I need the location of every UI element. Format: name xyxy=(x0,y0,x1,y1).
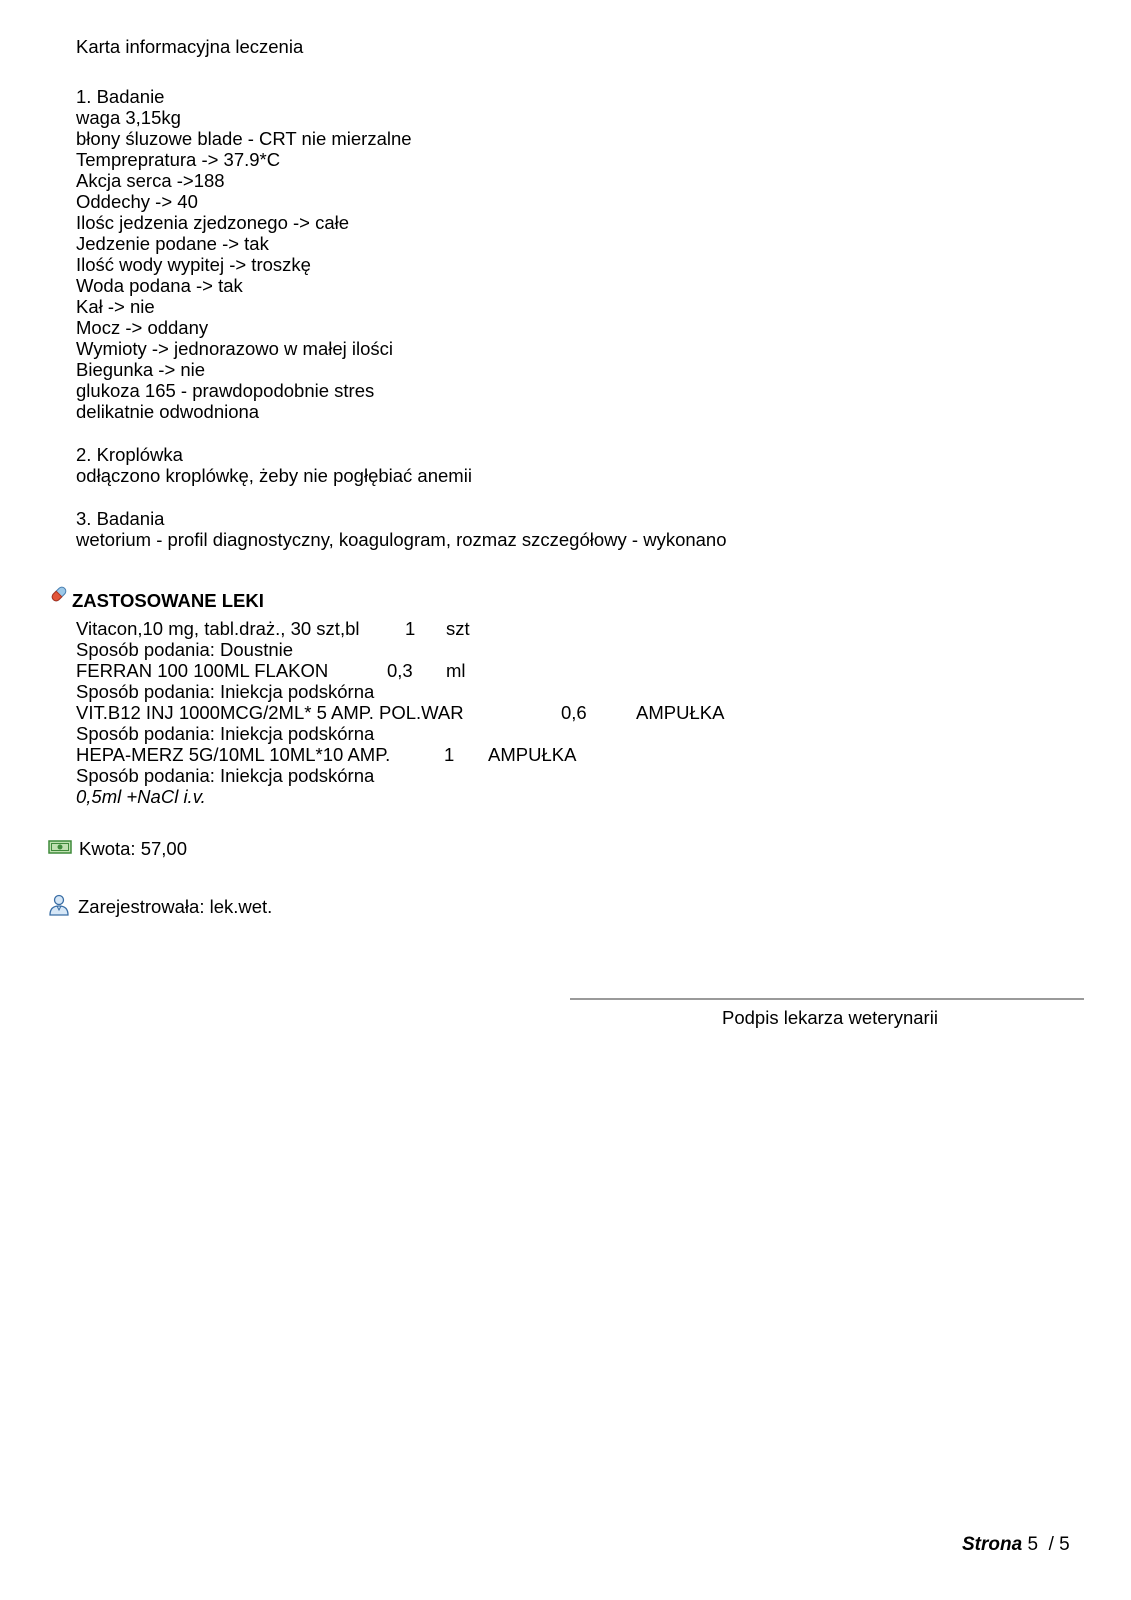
tests-line: wetorium - profil diagnostyczny, koagulogram, rozmaz szczegółowy - wykonano xyxy=(76,529,727,550)
section-3-heading: 3. Badania xyxy=(76,508,165,529)
exam-line: Kał -> nie xyxy=(76,296,155,317)
exam-line: glukoza 165 - prawdopodobnie stres xyxy=(76,380,375,401)
medication-qty: 1 xyxy=(405,618,416,639)
section-2-heading: 2. Kroplówka xyxy=(76,444,183,465)
medication-qty: 0,3 xyxy=(387,660,413,681)
page-number xyxy=(962,1534,1070,1556)
medication-unit: ml xyxy=(446,660,466,681)
medication-note: 0,5ml +NaCl i.v. xyxy=(76,786,206,807)
exam-line: Biegunka -> nie xyxy=(76,359,206,380)
payment-amount: Kwota: 57,00 xyxy=(79,838,187,859)
money-icon xyxy=(48,838,72,854)
medication-name: HEPA-MERZ 5G/10ML 10ML*10 AMP. xyxy=(76,744,391,765)
medication-name: FERRAN 100 100ML FLAKON xyxy=(76,660,329,681)
registered-by: Zarejestrowała: lek.wet. xyxy=(78,896,273,917)
pill-icon xyxy=(48,583,70,605)
medication-unit: szt xyxy=(446,618,470,639)
signature-line xyxy=(570,998,1084,1000)
medications-title: ZASTOSOWANE LEKI xyxy=(72,590,264,611)
exam-line: błony śluzowe blade - CRT nie mierzalne xyxy=(76,128,412,149)
exam-line: Akcja serca ->188 xyxy=(76,170,225,191)
signature-label: Podpis lekarza weterynarii xyxy=(722,1007,938,1028)
exam-line: Woda podana -> tak xyxy=(76,275,243,296)
page-word: Strona xyxy=(962,1534,1023,1555)
medication-qty: 1 xyxy=(444,744,455,765)
medication-unit: AMPUŁKA xyxy=(488,744,577,765)
medication-name: VIT.B12 INJ 1000MCG/2ML* 5 AMP. POL.WAR xyxy=(76,702,464,723)
exam-line: delikatnie odwodniona xyxy=(76,401,260,422)
exam-line: Mocz -> oddany xyxy=(76,317,209,338)
exam-line: Ilość wody wypitej -> troszkę xyxy=(76,254,311,275)
exam-line: Ilośc jedzenia zjedzonego -> całe xyxy=(76,212,350,233)
exam-line: Wymioty -> jednorazowo w małej ilości xyxy=(76,338,394,359)
exam-line: Jedzenie podane -> tak xyxy=(76,233,269,254)
medication-route: Sposób podania: Doustnie xyxy=(76,639,294,660)
medication-route: Sposób podania: Iniekcja podskórna xyxy=(76,723,375,744)
section-1-heading: 1. Badanie xyxy=(76,86,165,107)
exam-line: Temprepratura -> 37.9*C xyxy=(76,149,281,170)
medication-qty: 0,6 xyxy=(561,702,587,723)
drip-line: odłączono kroplówkę, żeby nie pogłębiać anemii xyxy=(76,465,472,486)
medication-route: Sposób podania: Iniekcja podskórna xyxy=(76,681,375,702)
exam-line: waga 3,15kg xyxy=(76,107,181,128)
page-count: 5 / 5 xyxy=(1022,1534,1070,1555)
page-title: Karta informacyjna leczenia xyxy=(76,36,304,57)
medication-name: Vitacon,10 mg, tabl.draż., 30 szt,bl xyxy=(76,618,360,639)
exam-line: Oddechy -> 40 xyxy=(76,191,198,212)
medication-route: Sposób podania: Iniekcja podskórna xyxy=(76,765,375,786)
user-icon xyxy=(47,893,71,917)
medication-unit: AMPUŁKA xyxy=(636,702,725,723)
